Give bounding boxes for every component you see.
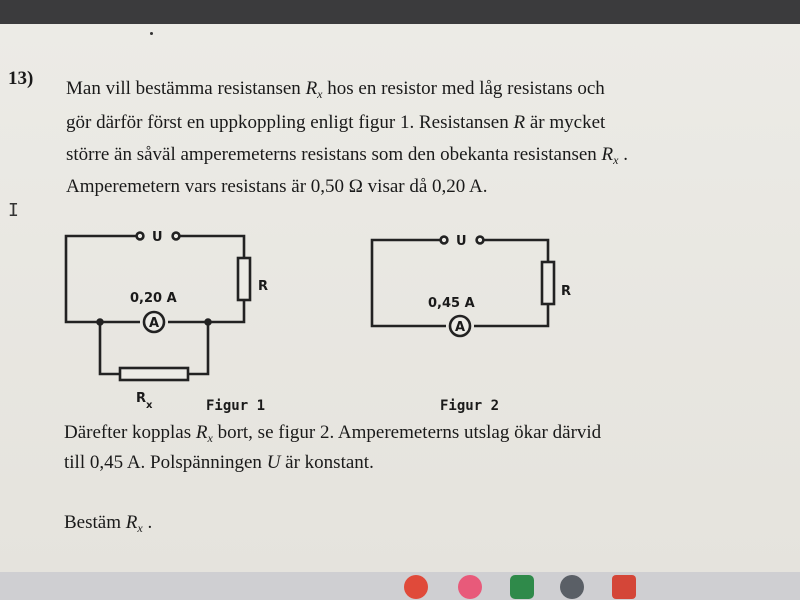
taskbar <box>0 572 800 600</box>
fig1-meter-label: A <box>149 316 160 331</box>
chrome-icon[interactable] <box>404 575 428 599</box>
fig2-current-label: 0,45 A <box>428 296 475 311</box>
fig1-resistor-label: R <box>258 279 269 294</box>
fig1-voltage-label: U <box>152 230 163 245</box>
question-line-7: Bestäm $R_x$ . <box>64 512 153 535</box>
fig2-caption: Figur 2 <box>440 398 500 414</box>
question-line-4: Amperemetern vars resistans är 0,50 Ω visar då 0,20 A. <box>66 176 488 197</box>
slides-icon[interactable] <box>510 575 534 599</box>
question-line-5: Därefter kopplas $R_x$ bort, se figur 2. Amperemeterns utslag ökar därvid <box>64 422 602 445</box>
paint-icon[interactable] <box>458 575 482 599</box>
gmail-icon[interactable] <box>612 575 636 599</box>
fig2-voltage-label: U <box>456 234 467 249</box>
fig1-rx-subscript: x <box>146 400 153 411</box>
question-line-6: till 0,45 A. Polspänningen U är konstant. <box>64 452 374 473</box>
fig2-meter-label: A <box>455 320 466 335</box>
question-line-1: Man vill bestämma resistansen $R_x$ hos en resistor med låg resistans och <box>66 78 605 101</box>
question-number: 13) <box>8 68 34 89</box>
fig1-caption: Figur 1 <box>206 398 266 414</box>
fig1-current-label: 0,20 A <box>130 291 177 306</box>
question-line-3: större än såväl amperemeterns resistans som den obekanta resistansen $R_x$ . <box>66 144 628 167</box>
fig2-resistor-label: R <box>561 284 572 299</box>
settings-icon[interactable] <box>560 575 584 599</box>
question-line-2: gör därför först en uppkoppling enligt figur 1. Resistansen R är mycket <box>66 112 606 133</box>
text-cursor-icon: I <box>8 200 19 221</box>
fig1-rx-label: R <box>136 391 147 406</box>
figure1-circuit <box>66 233 250 380</box>
